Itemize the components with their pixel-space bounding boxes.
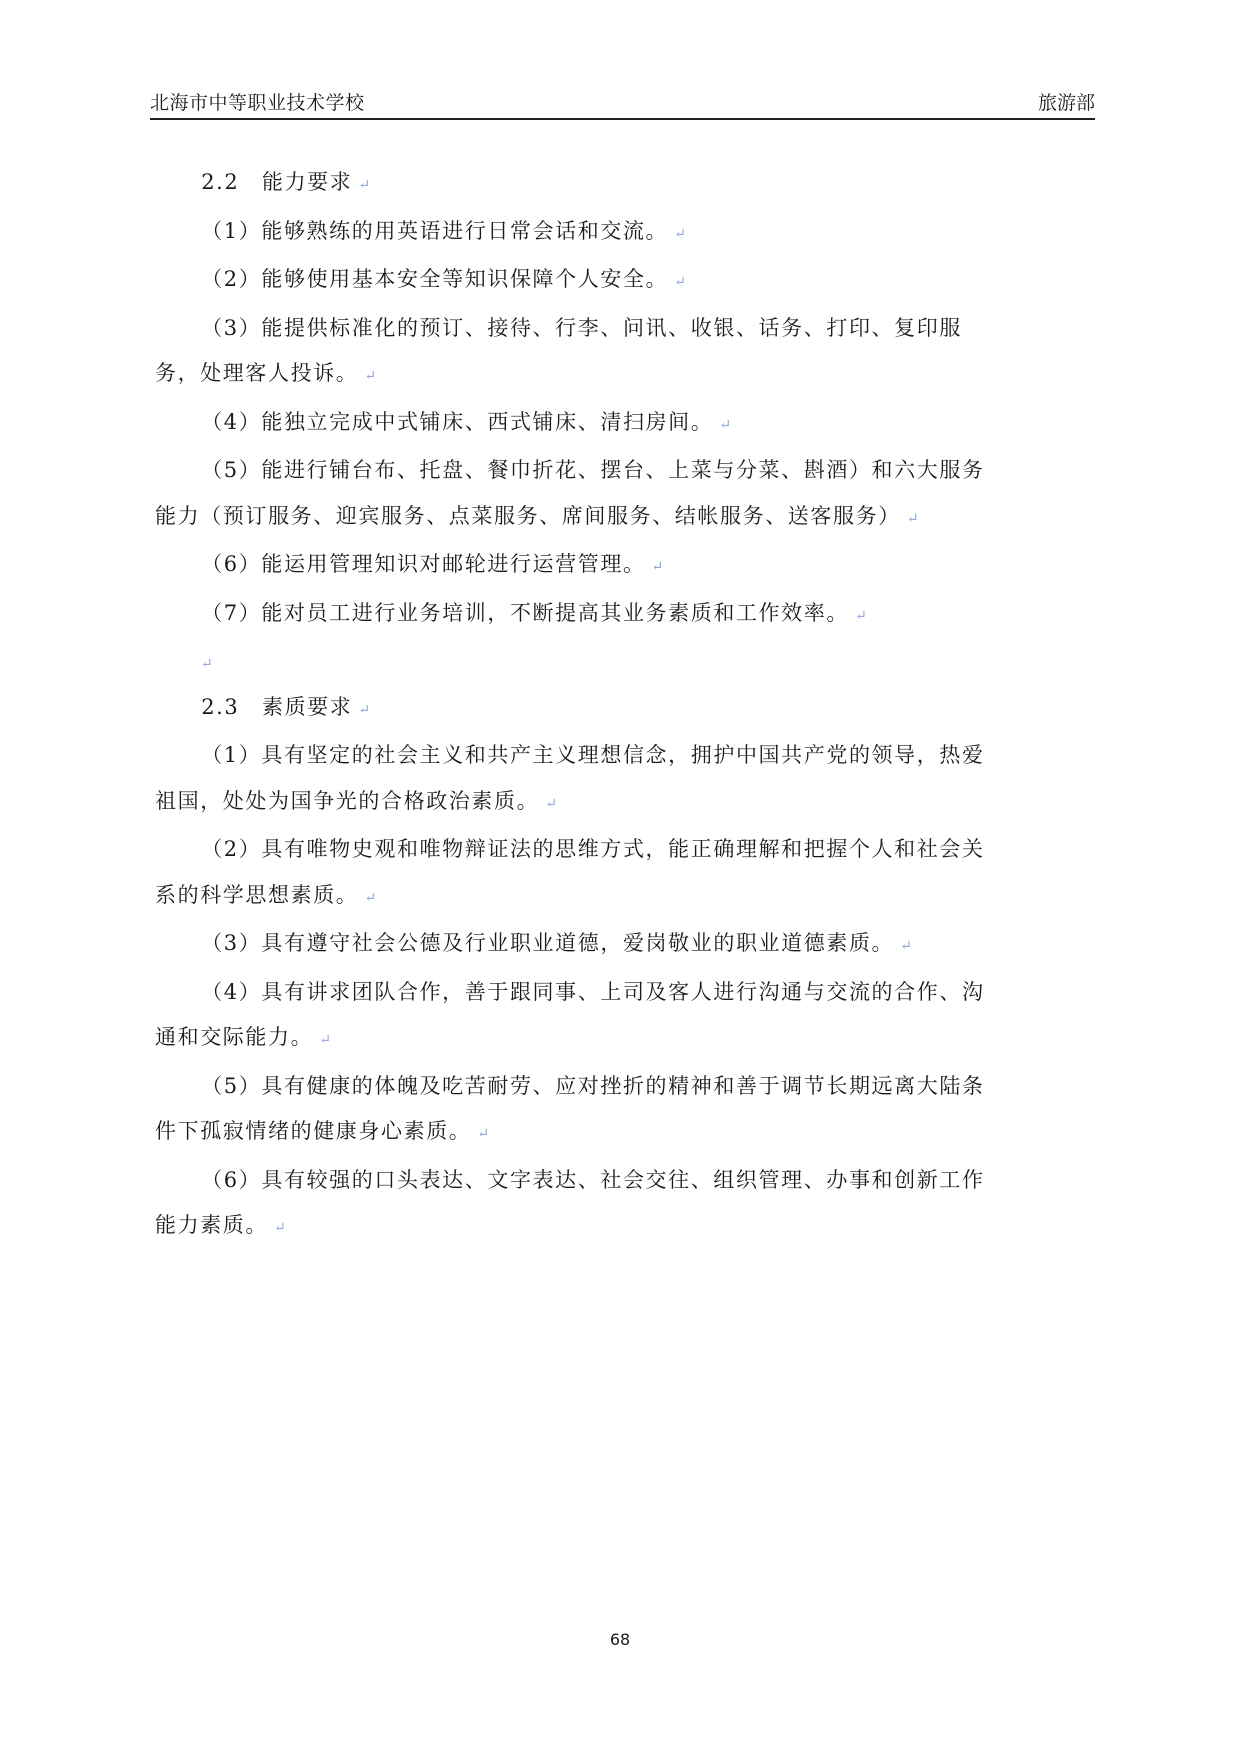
ability-item-2: （2）能够使用基本安全等知识保障个人安全。 ↵ [201,267,686,291]
paragraph-mark-icon: ↵ [358,177,371,193]
quality-item-2: （2）具有唯物史观和唯物辩证法的思维方式，能正确理解和把握个人和社会关系的科学思想素质。 ↵ [155,837,985,907]
quality-item-5: （5）具有健康的体魄及吃苦耐劳、应对挫折的精神和善于调节长期远离大陆条件下孤寂情绪的健康身心素质。 ↵ [155,1073,985,1143]
ability-item-6: （6）能运用管理知识对邮轮进行运营管理。 ↵ [201,552,664,576]
paragraph-mark-icon: ↵ [674,225,686,242]
paragraph-mark-icon: ↵ [900,938,912,954]
ability-item-5: （5）能进行铺台布、托盘、餐巾折花、摆台、上菜与分菜、斟酒）和六大服务能力（预订服务、迎宾服务、点菜服务、席间服务、结帐服务、送客服务） ↵ [155,458,985,528]
paragraph-mark-icon: ↵ [364,889,377,906]
header-department: 旅游部 [1037,92,1095,114]
document-body [155,160,1005,1252]
quality-item-1: （1）具有坚定的社会主义和共产主义理想信念，拥护中国共产党的领导，热爱祖国，处处为国争光的合格政治素质。 ↵ [155,743,985,813]
section-heading-quality: 2.3 素质要求 ↵ [201,694,371,719]
paragraph-mark-icon: ↵ [319,1032,331,1048]
header-school-name: 北海市中等职业技术学校 [150,92,365,114]
quality-item-4: （4）具有讲求团队合作，善于跟同事、上司及客人进行沟通与交流的合作、沟通和交际能力。 ↵ [155,979,985,1049]
paragraph-mark-icon: ↵ [200,656,213,672]
ability-item-1: （1）能够熟练的用英语进行日常会话和交流。 ↵ [201,218,686,243]
paragraph-mark-icon: ↵ [651,559,664,575]
paragraph-mark-icon: ↵ [364,368,377,384]
paragraph-mark-icon: ↵ [274,1220,286,1236]
paragraph-mark-icon: ↵ [545,795,557,812]
paragraph-mark-icon: ↵ [358,701,371,718]
paragraph-mark-icon: ↵ [674,274,686,290]
page-number: 68 [609,1630,631,1649]
ability-item-7: （7）能对员工进行业务培训，不断提高其业务素质和工作效率。 ↵ [201,600,867,625]
section-heading-ability: 2.2 能力要求 ↵ [201,170,371,194]
empty-paragraph [155,639,1005,685]
paragraph-mark-icon: ↵ [906,510,919,527]
paragraph-mark-icon: ↵ [719,416,732,433]
quality-item-6: （6）具有较强的口头表达、文字表达、社会交往、组织管理、办事和创新工作能力素质。 ↵ [155,1167,985,1237]
ability-item-3: （3）能提供标准化的预订、接待、行李、问讯、收银、话务、打印、复印服务，处理客人投诉。 ↵ [155,315,962,385]
paragraph-mark-icon: ↵ [477,1126,490,1142]
paragraph-mark-icon: ↵ [854,607,867,624]
ability-item-4: （4）能独立完成中式铺床、西式铺床、清扫房间。 ↵ [201,409,732,434]
quality-item-3: （3）具有遵守社会公德及行业职业道德，爱岗敬业的职业道德素质。 ↵ [201,931,912,955]
page-header [150,84,1095,120]
